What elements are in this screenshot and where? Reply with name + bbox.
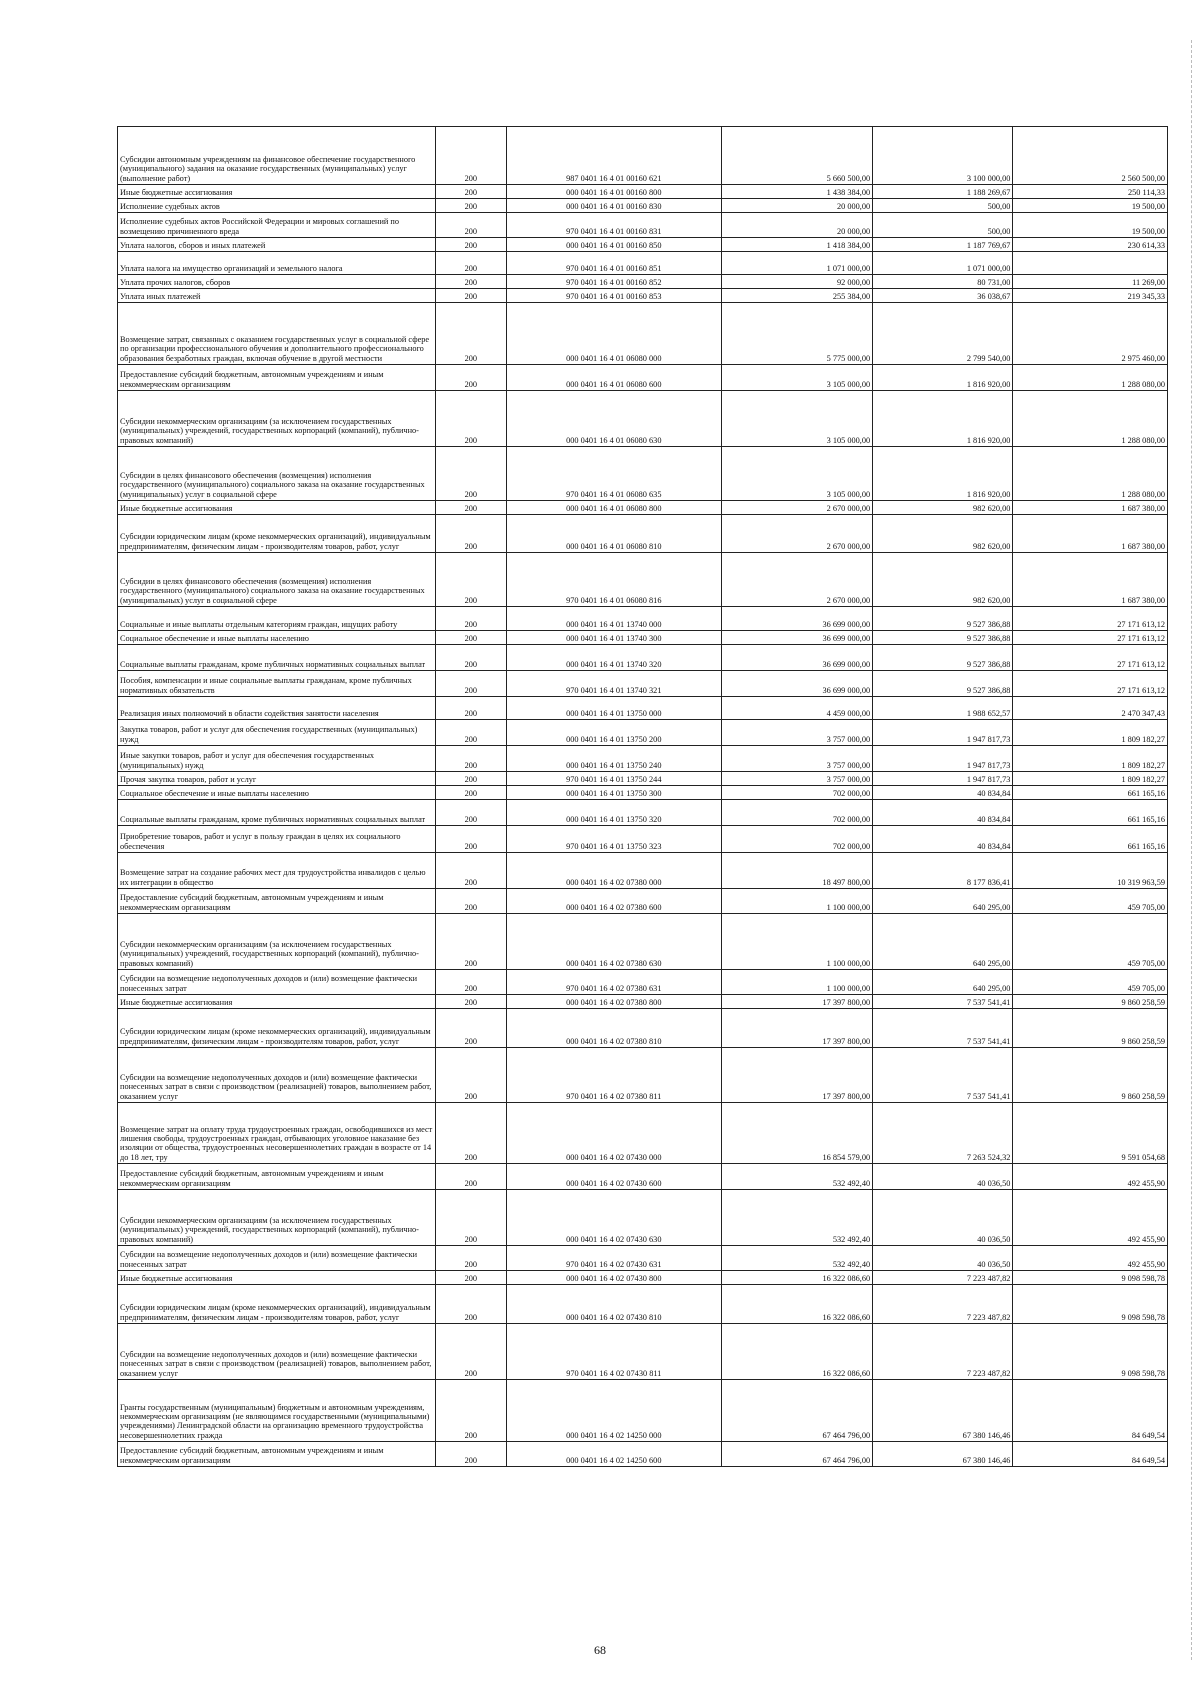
page-number: 68 — [594, 1643, 606, 1657]
row-executed-cell: 640 295,00 — [873, 889, 1013, 914]
row-line-code-cell: 200 — [435, 185, 506, 199]
row-executed-cell: 640 295,00 — [873, 970, 1013, 995]
row-name-cell: Социальные и иные выплаты отдельным категориям граждан, ищущих работу — [118, 607, 436, 631]
table-row — [118, 501, 1168, 515]
row-unexecuted-cell: 2 560 500,00 — [1013, 127, 1168, 185]
row-unexecuted-cell: 661 165,16 — [1013, 800, 1168, 826]
row-classifier-cell: 970 0401 16 4 01 00160 852 — [506, 275, 721, 289]
table-row — [118, 515, 1168, 553]
row-line-code-cell: 200 — [435, 303, 506, 365]
row-approved-cell: 2 670 000,00 — [721, 501, 872, 515]
row-classifier-cell: 000 0401 16 4 02 07380 600 — [506, 889, 721, 914]
row-executed-cell: 9 527 386,88 — [873, 671, 1013, 697]
row-name-cell: Возмещение затрат на создание рабочих мест для трудоустройства инвалидов с целью их интеграции в общество — [118, 853, 436, 889]
table-row — [118, 1190, 1168, 1246]
row-classifier-cell: 000 0401 16 4 01 06080 800 — [506, 501, 721, 515]
table-row — [118, 447, 1168, 501]
row-approved-cell: 255 384,00 — [721, 289, 872, 303]
row-executed-cell: 8 177 836,41 — [873, 853, 1013, 889]
row-name-cell: Субсидии некоммерческим организациям (за исключением государственных (муниципальных) учреждений, государственных корпораций (компаний), публично-правовых компаний) — [118, 1190, 436, 1246]
row-unexecuted-cell: 2 975 460,00 — [1013, 303, 1168, 365]
table-row — [118, 720, 1168, 746]
row-executed-cell: 1 947 817,73 — [873, 746, 1013, 772]
row-line-code-cell: 200 — [435, 1164, 506, 1190]
row-approved-cell: 5 775 000,00 — [721, 303, 872, 365]
row-unexecuted-cell: 9 098 598,78 — [1013, 1324, 1168, 1380]
row-name-cell: Предоставление субсидий бюджетным, автономным учреждениям и иным некоммерческим организациям — [118, 365, 436, 391]
table-row — [118, 786, 1168, 800]
row-name-cell: Возмещение затрат на оплату труда трудоустроенных граждан, освободившихся из мест лишения свободы, трудоустроенных граждан, отбывающих уголовное наказание без изоляции от общества, трудоустроенных несовершеннолетних граждан в возрасте от 14 до 18 лет, тру — [118, 1103, 436, 1164]
row-name-cell: Субсидии некоммерческим организациям (за исключением государственных (муниципальных) учреждений, государственных корпораций (компаний), публично-правовых компаний) — [118, 391, 436, 447]
row-line-code-cell: 200 — [435, 199, 506, 213]
row-executed-cell: 1 816 920,00 — [873, 391, 1013, 447]
row-executed-cell: 40 834,84 — [873, 826, 1013, 853]
row-line-code-cell: 200 — [435, 213, 506, 238]
row-unexecuted-cell: 84 649,54 — [1013, 1442, 1168, 1467]
row-approved-cell: 3 757 000,00 — [721, 772, 872, 786]
table-row — [118, 1380, 1168, 1442]
row-approved-cell: 3 757 000,00 — [721, 720, 872, 746]
table-row — [118, 252, 1168, 275]
row-unexecuted-cell: 492 455,90 — [1013, 1246, 1168, 1271]
row-classifier-cell: 000 0401 16 4 01 06080 000 — [506, 303, 721, 365]
table-row — [118, 391, 1168, 447]
table-row — [118, 199, 1168, 213]
row-executed-cell: 80 731,00 — [873, 275, 1013, 289]
row-classifier-cell: 000 0401 16 4 01 00160 830 — [506, 199, 721, 213]
table-row — [118, 1285, 1168, 1324]
row-executed-cell: 1 947 817,73 — [873, 772, 1013, 786]
row-unexecuted-cell: 1 809 182,27 — [1013, 720, 1168, 746]
row-approved-cell: 2 670 000,00 — [721, 515, 872, 553]
row-name-cell: Прочая закупка товаров, работ и услуг — [118, 772, 436, 786]
table-row — [118, 914, 1168, 970]
row-name-cell: Социальные выплаты гражданам, кроме публичных нормативных социальных выплат — [118, 645, 436, 671]
row-line-code-cell: 200 — [435, 853, 506, 889]
row-approved-cell: 2 670 000,00 — [721, 553, 872, 607]
row-classifier-cell: 000 0401 16 4 01 00160 800 — [506, 185, 721, 199]
row-approved-cell: 532 492,40 — [721, 1246, 872, 1271]
table-row — [118, 303, 1168, 365]
row-name-cell: Уплата прочих налогов, сборов — [118, 275, 436, 289]
row-approved-cell: 1 100 000,00 — [721, 970, 872, 995]
row-name-cell: Субсидии некоммерческим организациям (за исключением государственных (муниципальных) учреждений, государственных корпораций (компаний), публично-правовых компаний) — [118, 914, 436, 970]
row-classifier-cell: 000 0401 16 4 02 07430 000 — [506, 1103, 721, 1164]
table-row — [118, 1442, 1168, 1467]
row-executed-cell: 40 036,50 — [873, 1246, 1013, 1271]
row-approved-cell: 36 699 000,00 — [721, 607, 872, 631]
row-executed-cell: 3 100 000,00 — [873, 127, 1013, 185]
row-line-code-cell: 200 — [435, 995, 506, 1009]
row-unexecuted-cell: 1 687 380,00 — [1013, 515, 1168, 553]
row-approved-cell: 1 418 384,00 — [721, 238, 872, 252]
row-name-cell: Субсидии юридическим лицам (кроме некоммерческих организаций), индивидуальным предпринимателям, физическим лицам - производителям товаров, работ, услуг — [118, 515, 436, 553]
row-classifier-cell: 970 0401 16 4 01 00160 853 — [506, 289, 721, 303]
row-approved-cell: 92 000,00 — [721, 275, 872, 289]
row-approved-cell: 702 000,00 — [721, 826, 872, 853]
row-line-code-cell: 200 — [435, 772, 506, 786]
row-unexecuted-cell: 1 687 380,00 — [1013, 553, 1168, 607]
table-body — [118, 127, 1168, 1467]
row-classifier-cell: 000 0401 16 4 01 13750 200 — [506, 720, 721, 746]
row-executed-cell: 982 620,00 — [873, 501, 1013, 515]
table-row — [118, 746, 1168, 772]
row-classifier-cell: 970 0401 16 4 01 06080 635 — [506, 447, 721, 501]
row-name-cell: Исполнение судебных актов Российской Федерации и мировых соглашений по возмещению причиненного вреда — [118, 213, 436, 238]
row-approved-cell: 3 105 000,00 — [721, 447, 872, 501]
table-row — [118, 238, 1168, 252]
row-approved-cell: 18 497 800,00 — [721, 853, 872, 889]
row-classifier-cell: 000 0401 16 4 02 07430 800 — [506, 1271, 721, 1285]
row-approved-cell: 16 854 579,00 — [721, 1103, 872, 1164]
row-classifier-cell: 000 0401 16 4 01 06080 810 — [506, 515, 721, 553]
row-classifier-cell: 000 0401 16 4 02 14250 600 — [506, 1442, 721, 1467]
row-name-cell: Уплата иных платежей — [118, 289, 436, 303]
row-executed-cell: 9 527 386,88 — [873, 645, 1013, 671]
row-name-cell: Предоставление субсидий бюджетным, автономным учреждениям и иным некоммерческим организациям — [118, 1442, 436, 1467]
row-classifier-cell: 970 0401 16 4 02 07430 811 — [506, 1324, 721, 1380]
row-executed-cell: 982 620,00 — [873, 515, 1013, 553]
row-approved-cell: 67 464 796,00 — [721, 1442, 872, 1467]
row-approved-cell: 702 000,00 — [721, 800, 872, 826]
row-approved-cell: 1 438 384,00 — [721, 185, 872, 199]
row-approved-cell: 20 000,00 — [721, 213, 872, 238]
row-line-code-cell: 200 — [435, 391, 506, 447]
row-unexecuted-cell: 459 705,00 — [1013, 914, 1168, 970]
table-row — [118, 1246, 1168, 1271]
row-classifier-cell: 970 0401 16 4 01 06080 816 — [506, 553, 721, 607]
row-approved-cell: 1 071 000,00 — [721, 252, 872, 275]
row-approved-cell: 16 322 086,60 — [721, 1271, 872, 1285]
row-classifier-cell: 000 0401 16 4 02 07380 800 — [506, 995, 721, 1009]
row-name-cell: Уплата налога на имущество организаций и земельного налога — [118, 252, 436, 275]
row-unexecuted-cell: 9 860 258,59 — [1013, 995, 1168, 1009]
row-unexecuted-cell: 27 171 613,12 — [1013, 607, 1168, 631]
row-line-code-cell: 200 — [435, 671, 506, 697]
row-classifier-cell: 000 0401 16 4 01 13750 240 — [506, 746, 721, 772]
row-name-cell: Иные бюджетные ассигнования — [118, 185, 436, 199]
row-line-code-cell: 200 — [435, 1190, 506, 1246]
row-approved-cell: 532 492,40 — [721, 1190, 872, 1246]
row-executed-cell: 67 380 146,46 — [873, 1380, 1013, 1442]
table-row — [118, 289, 1168, 303]
row-name-cell: Иные бюджетные ассигнования — [118, 995, 436, 1009]
row-classifier-cell: 987 0401 16 4 01 00160 621 — [506, 127, 721, 185]
row-name-cell: Гранты государственным (муниципальным) бюджетным и автономным учреждениям, некоммерческим организациям (не являющимся государственными (муниципальными) учреждениями) Ленинградской области на организацию временного трудоустройства несовершеннолетних гражда — [118, 1380, 436, 1442]
row-classifier-cell: 970 0401 16 4 02 07380 811 — [506, 1048, 721, 1103]
row-name-cell: Субсидии на возмещение недополученных доходов и (или) возмещение фактически понесенных затрат — [118, 970, 436, 995]
row-unexecuted-cell: 1 809 182,27 — [1013, 772, 1168, 786]
row-name-cell: Субсидии на возмещение недополученных доходов и (или) возмещение фактически понесенных затрат — [118, 1246, 436, 1271]
row-unexecuted-cell: 661 165,16 — [1013, 786, 1168, 800]
row-name-cell: Предоставление субсидий бюджетным, автономным учреждениям и иным некоммерческим организациям — [118, 889, 436, 914]
row-name-cell: Предоставление субсидий бюджетным, автономным учреждениям и иным некоммерческим организациям — [118, 1164, 436, 1190]
row-name-cell: Иные закупки товаров, работ и услуг для обеспечения государственных (муниципальных) нужд — [118, 746, 436, 772]
row-line-code-cell: 200 — [435, 515, 506, 553]
row-unexecuted-cell: 1 809 182,27 — [1013, 746, 1168, 772]
row-executed-cell: 500,00 — [873, 213, 1013, 238]
row-line-code-cell: 200 — [435, 720, 506, 746]
row-executed-cell: 7 223 487,82 — [873, 1285, 1013, 1324]
row-line-code-cell: 200 — [435, 1324, 506, 1380]
row-name-cell: Закупка товаров, работ и услуг для обеспечения государственных (муниципальных) нужд — [118, 720, 436, 746]
row-classifier-cell: 970 0401 16 4 01 00160 831 — [506, 213, 721, 238]
row-line-code-cell: 200 — [435, 275, 506, 289]
row-name-cell: Уплата налогов, сборов и иных платежей — [118, 238, 436, 252]
row-name-cell: Иные бюджетные ассигнования — [118, 1271, 436, 1285]
row-executed-cell: 1 071 000,00 — [873, 252, 1013, 275]
row-classifier-cell: 000 0401 16 4 01 13740 300 — [506, 631, 721, 645]
table-row — [118, 853, 1168, 889]
row-unexecuted-cell: 19 500,00 — [1013, 199, 1168, 213]
row-classifier-cell: 000 0401 16 4 02 07380 810 — [506, 1009, 721, 1048]
row-classifier-cell: 000 0401 16 4 02 14250 000 — [506, 1380, 721, 1442]
table-row — [118, 995, 1168, 1009]
row-executed-cell: 40 834,84 — [873, 786, 1013, 800]
row-approved-cell: 36 699 000,00 — [721, 631, 872, 645]
row-name-cell: Приобретение товаров, работ и услуг в пользу граждан в целях их социального обеспечения — [118, 826, 436, 853]
row-unexecuted-cell — [1013, 252, 1168, 275]
row-name-cell: Субсидии автономным учреждениям на финансовое обеспечение государственного (муниципального) задания на оказание государственных (муниципальных) услуг (выполнение работ) — [118, 127, 436, 185]
row-line-code-cell: 200 — [435, 697, 506, 720]
row-unexecuted-cell: 27 171 613,12 — [1013, 671, 1168, 697]
row-line-code-cell: 200 — [435, 826, 506, 853]
row-classifier-cell: 000 0401 16 4 02 07430 810 — [506, 1285, 721, 1324]
row-executed-cell: 1 187 769,67 — [873, 238, 1013, 252]
row-approved-cell: 17 397 800,00 — [721, 1048, 872, 1103]
row-line-code-cell: 200 — [435, 553, 506, 607]
row-unexecuted-cell: 27 171 613,12 — [1013, 631, 1168, 645]
row-unexecuted-cell: 9 098 598,78 — [1013, 1285, 1168, 1324]
row-unexecuted-cell: 492 455,90 — [1013, 1164, 1168, 1190]
table-row — [118, 1103, 1168, 1164]
row-unexecuted-cell: 9 860 258,59 — [1013, 1009, 1168, 1048]
row-executed-cell: 640 295,00 — [873, 914, 1013, 970]
row-approved-cell: 36 699 000,00 — [721, 671, 872, 697]
row-unexecuted-cell: 19 500,00 — [1013, 213, 1168, 238]
row-approved-cell: 17 397 800,00 — [721, 995, 872, 1009]
row-classifier-cell: 970 0401 16 4 01 00160 851 — [506, 252, 721, 275]
row-classifier-cell: 000 0401 16 4 01 00160 850 — [506, 238, 721, 252]
row-executed-cell: 1 816 920,00 — [873, 365, 1013, 391]
row-name-cell: Пособия, компенсации и иные социальные выплаты гражданам, кроме публичных нормативных обязательств — [118, 671, 436, 697]
row-classifier-cell: 000 0401 16 4 01 13740 320 — [506, 645, 721, 671]
table-row — [118, 275, 1168, 289]
row-line-code-cell: 200 — [435, 786, 506, 800]
row-name-cell: Возмещение затрат, связанных с оказанием государственных услуг в социальной сфере по организации профессионального обучения и дополнительного профессионального образования безработных граждан, включая обучение в другой местности — [118, 303, 436, 365]
row-executed-cell: 9 527 386,88 — [873, 607, 1013, 631]
row-executed-cell: 36 038,67 — [873, 289, 1013, 303]
row-approved-cell: 16 322 086,60 — [721, 1324, 872, 1380]
row-approved-cell: 1 100 000,00 — [721, 914, 872, 970]
row-approved-cell: 3 105 000,00 — [721, 365, 872, 391]
row-name-cell: Субсидии в целях финансового обеспечения (возмещения) исполнения государственного (муниципального) социального заказа на оказание государственных (муниципальных) услуг в социальной сфере — [118, 553, 436, 607]
row-unexecuted-cell: 661 165,16 — [1013, 826, 1168, 853]
row-unexecuted-cell: 1 288 080,00 — [1013, 391, 1168, 447]
row-line-code-cell: 200 — [435, 289, 506, 303]
table-row — [118, 213, 1168, 238]
table-row — [118, 607, 1168, 631]
row-executed-cell: 9 527 386,88 — [873, 631, 1013, 645]
row-line-code-cell: 200 — [435, 1380, 506, 1442]
row-unexecuted-cell: 219 345,33 — [1013, 289, 1168, 303]
row-classifier-cell: 000 0401 16 4 01 13750 300 — [506, 786, 721, 800]
row-name-cell: Иные бюджетные ассигнования — [118, 501, 436, 515]
row-approved-cell: 5 660 500,00 — [721, 127, 872, 185]
row-name-cell: Социальное обеспечение и иные выплаты населению — [118, 631, 436, 645]
row-classifier-cell: 970 0401 16 4 02 07380 631 — [506, 970, 721, 995]
row-line-code-cell: 200 — [435, 1285, 506, 1324]
row-classifier-cell: 970 0401 16 4 01 13750 244 — [506, 772, 721, 786]
row-approved-cell: 17 397 800,00 — [721, 1009, 872, 1048]
table-row — [118, 1164, 1168, 1190]
row-approved-cell: 532 492,40 — [721, 1164, 872, 1190]
row-classifier-cell: 000 0401 16 4 02 07430 600 — [506, 1164, 721, 1190]
row-line-code-cell: 200 — [435, 1009, 506, 1048]
row-name-cell: Социальное обеспечение и иные выплаты населению — [118, 786, 436, 800]
row-classifier-cell: 000 0401 16 4 02 07380 630 — [506, 914, 721, 970]
row-unexecuted-cell: 11 269,00 — [1013, 275, 1168, 289]
row-line-code-cell: 200 — [435, 1246, 506, 1271]
row-name-cell: Субсидии юридическим лицам (кроме некоммерческих организаций), индивидуальным предпринимателям, физическим лицам - производителям товаров, работ, услуг — [118, 1285, 436, 1324]
row-unexecuted-cell: 1 288 080,00 — [1013, 365, 1168, 391]
row-name-cell: Исполнение судебных актов — [118, 199, 436, 213]
row-name-cell: Субсидии в целях финансового обеспечения (возмещения) исполнения государственного (муниципального) социального заказа на оказание государственных (муниципальных) услуг в социальной сфере — [118, 447, 436, 501]
row-executed-cell: 7 537 541,41 — [873, 995, 1013, 1009]
table-row — [118, 1271, 1168, 1285]
row-executed-cell: 1 947 817,73 — [873, 720, 1013, 746]
budget-execution-table — [117, 126, 1168, 1467]
row-executed-cell: 40 834,84 — [873, 800, 1013, 826]
row-line-code-cell: 200 — [435, 889, 506, 914]
row-classifier-cell: 000 0401 16 4 01 13750 000 — [506, 697, 721, 720]
row-approved-cell: 3 105 000,00 — [721, 391, 872, 447]
table-row — [118, 645, 1168, 671]
table-row — [118, 970, 1168, 995]
row-executed-cell: 7 263 524,32 — [873, 1103, 1013, 1164]
row-line-code-cell: 200 — [435, 1442, 506, 1467]
row-classifier-cell: 000 0401 16 4 01 13740 000 — [506, 607, 721, 631]
row-unexecuted-cell: 10 319 963,59 — [1013, 853, 1168, 889]
table-row — [118, 800, 1168, 826]
row-approved-cell: 702 000,00 — [721, 786, 872, 800]
row-classifier-cell: 000 0401 16 4 01 13750 320 — [506, 800, 721, 826]
row-executed-cell: 7 223 487,82 — [873, 1324, 1013, 1380]
row-name-cell: Субсидии на возмещение недополученных доходов и (или) возмещение фактически понесенных затрат в связи с производством (реализацией) товаров, выполнением работ, оказанием услуг — [118, 1324, 436, 1380]
row-unexecuted-cell: 459 705,00 — [1013, 889, 1168, 914]
row-name-cell: Социальные выплаты гражданам, кроме публичных нормативных социальных выплат — [118, 800, 436, 826]
row-executed-cell: 7 223 487,82 — [873, 1271, 1013, 1285]
row-line-code-cell: 200 — [435, 970, 506, 995]
table-row — [118, 365, 1168, 391]
row-line-code-cell: 200 — [435, 365, 506, 391]
row-unexecuted-cell: 9 860 258,59 — [1013, 1048, 1168, 1103]
row-executed-cell: 67 380 146,46 — [873, 1442, 1013, 1467]
row-unexecuted-cell: 9 098 598,78 — [1013, 1271, 1168, 1285]
row-line-code-cell: 200 — [435, 1048, 506, 1103]
row-approved-cell: 4 459 000,00 — [721, 697, 872, 720]
row-classifier-cell: 000 0401 16 4 02 07430 630 — [506, 1190, 721, 1246]
row-classifier-cell: 000 0401 16 4 01 06080 600 — [506, 365, 721, 391]
row-name-cell: Субсидии на возмещение недополученных доходов и (или) возмещение фактически понесенных затрат в связи с производством (реализацией) товаров, выполнением работ, оказанием услуг — [118, 1048, 436, 1103]
row-line-code-cell: 200 — [435, 238, 506, 252]
table-row — [118, 826, 1168, 853]
row-unexecuted-cell: 27 171 613,12 — [1013, 645, 1168, 671]
row-line-code-cell: 200 — [435, 607, 506, 631]
row-line-code-cell: 200 — [435, 914, 506, 970]
row-unexecuted-cell: 250 114,33 — [1013, 185, 1168, 199]
row-line-code-cell: 200 — [435, 252, 506, 275]
table-row — [118, 1048, 1168, 1103]
table-row — [118, 185, 1168, 199]
table-row — [118, 1324, 1168, 1380]
row-line-code-cell: 200 — [435, 746, 506, 772]
row-line-code-cell: 200 — [435, 1271, 506, 1285]
row-name-cell: Субсидии юридическим лицам (кроме некоммерческих организаций), индивидуальным предпринимателям, физическим лицам - производителям товаров, работ, услуг — [118, 1009, 436, 1048]
row-unexecuted-cell: 459 705,00 — [1013, 970, 1168, 995]
row-executed-cell: 982 620,00 — [873, 553, 1013, 607]
row-approved-cell: 20 000,00 — [721, 199, 872, 213]
row-classifier-cell: 000 0401 16 4 01 06080 630 — [506, 391, 721, 447]
table-row — [118, 772, 1168, 786]
row-line-code-cell: 200 — [435, 645, 506, 671]
table-row — [118, 631, 1168, 645]
table-row — [118, 671, 1168, 697]
table-row — [118, 889, 1168, 914]
row-executed-cell: 40 036,50 — [873, 1190, 1013, 1246]
row-name-cell: Реализация иных полномочий в области содействия занятости населения — [118, 697, 436, 720]
scan-margin-line — [1190, 40, 1192, 1660]
row-classifier-cell: 000 0401 16 4 02 07380 000 — [506, 853, 721, 889]
row-approved-cell: 67 464 796,00 — [721, 1380, 872, 1442]
table-row — [118, 1009, 1168, 1048]
row-executed-cell: 500,00 — [873, 199, 1013, 213]
row-classifier-cell: 970 0401 16 4 01 13750 323 — [506, 826, 721, 853]
row-executed-cell: 1 988 652,57 — [873, 697, 1013, 720]
row-executed-cell: 7 537 541,41 — [873, 1048, 1013, 1103]
row-unexecuted-cell: 492 455,90 — [1013, 1190, 1168, 1246]
row-classifier-cell: 970 0401 16 4 01 13740 321 — [506, 671, 721, 697]
row-executed-cell: 7 537 541,41 — [873, 1009, 1013, 1048]
row-line-code-cell: 200 — [435, 1103, 506, 1164]
row-line-code-cell: 200 — [435, 447, 506, 501]
row-approved-cell: 16 322 086,60 — [721, 1285, 872, 1324]
row-approved-cell: 1 100 000,00 — [721, 889, 872, 914]
row-unexecuted-cell: 1 288 080,00 — [1013, 447, 1168, 501]
row-line-code-cell: 200 — [435, 127, 506, 185]
row-unexecuted-cell: 84 649,54 — [1013, 1380, 1168, 1442]
row-executed-cell: 40 036,50 — [873, 1164, 1013, 1190]
row-approved-cell: 36 699 000,00 — [721, 645, 872, 671]
row-line-code-cell: 200 — [435, 631, 506, 645]
row-unexecuted-cell: 2 470 347,43 — [1013, 697, 1168, 720]
row-unexecuted-cell: 230 614,33 — [1013, 238, 1168, 252]
table-row — [118, 697, 1168, 720]
row-line-code-cell: 200 — [435, 501, 506, 515]
row-line-code-cell: 200 — [435, 800, 506, 826]
row-unexecuted-cell: 1 687 380,00 — [1013, 501, 1168, 515]
row-executed-cell: 2 799 540,00 — [873, 303, 1013, 365]
row-classifier-cell: 970 0401 16 4 02 07430 631 — [506, 1246, 721, 1271]
table-row — [118, 553, 1168, 607]
row-executed-cell: 1 188 269,67 — [873, 185, 1013, 199]
row-approved-cell: 3 757 000,00 — [721, 746, 872, 772]
table-row — [118, 127, 1168, 185]
row-unexecuted-cell: 9 591 054,68 — [1013, 1103, 1168, 1164]
row-executed-cell: 1 816 920,00 — [873, 447, 1013, 501]
